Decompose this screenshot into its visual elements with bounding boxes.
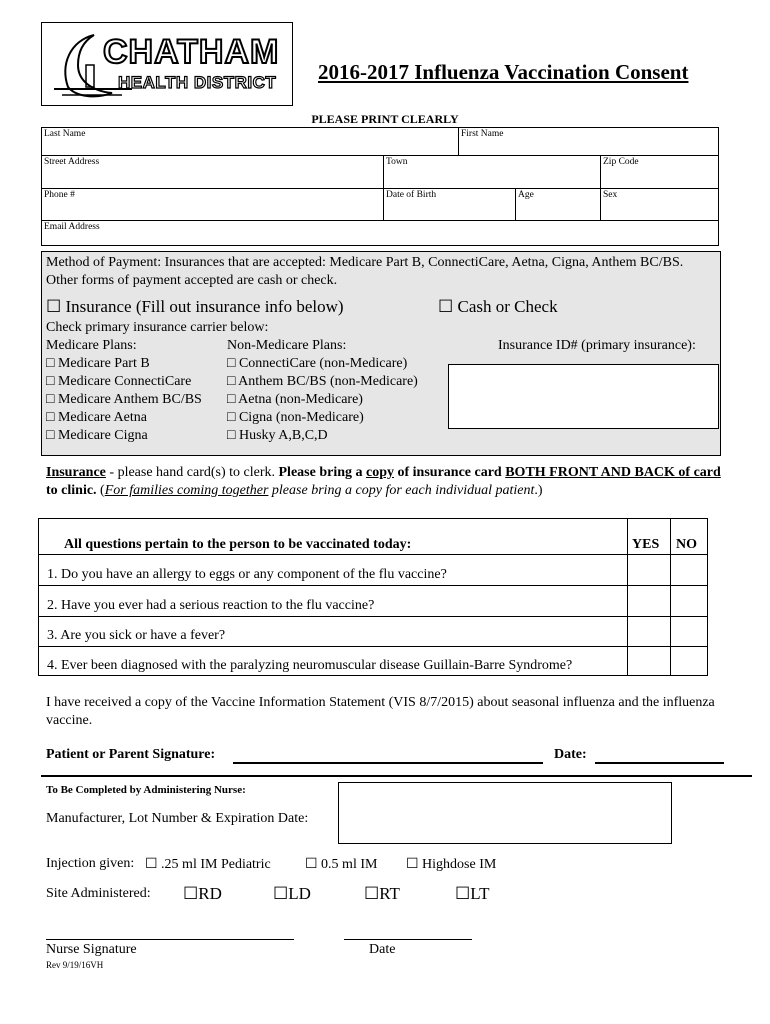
town-label: Town — [386, 157, 408, 167]
signature-line[interactable] — [233, 762, 543, 764]
phone-field[interactable] — [41, 188, 384, 221]
zip-code-label: Zip Code — [603, 157, 639, 167]
first-name-label: First Name — [461, 129, 504, 139]
first-name-field[interactable] — [458, 127, 719, 156]
street-address-label: Street Address — [44, 157, 100, 167]
age-field[interactable] — [515, 188, 601, 221]
email-field[interactable] — [41, 220, 719, 246]
q4-yes-cell[interactable] — [627, 646, 670, 675]
medicare-option[interactable]: □ Medicare Aetna — [46, 410, 147, 425]
site-option-rd[interactable]: ☐RD — [183, 884, 222, 903]
site-option-rt[interactable]: ☐RT — [364, 884, 400, 903]
sex-label: Sex — [603, 190, 618, 200]
medicare-plans-header: Medicare Plans: — [46, 338, 137, 353]
medicare-option[interactable]: □ Medicare ConnectiCare — [46, 374, 192, 389]
non-medicare-option[interactable]: □ Husky A,B,C,D — [227, 428, 328, 443]
dob-field[interactable] — [383, 188, 516, 221]
insurance-id-input[interactable] — [448, 364, 719, 429]
non-medicare-plans-header: Non-Medicare Plans: — [227, 338, 347, 353]
medicare-option[interactable]: □ Medicare Cigna — [46, 428, 148, 443]
insurance-note-part: copy — [366, 465, 394, 480]
nurse-section-header: To Be Completed by Administering Nurse: — [46, 784, 246, 796]
insurance-option[interactable]: ☐ Insurance (Fill out insurance info below) — [46, 297, 344, 316]
site-option-lt[interactable]: ☐LT — [455, 884, 490, 903]
manufacturer-label: Manufacturer, Lot Number & Expiration Date: — [46, 811, 309, 826]
zip-code-field[interactable] — [600, 155, 719, 189]
dob-label: Date of Birth — [386, 190, 437, 200]
insurance-note-part: of insurance card — [394, 465, 506, 480]
q1-yes-cell[interactable] — [627, 554, 670, 584]
section-divider — [41, 775, 752, 777]
insurance-note-part: Please bring a — [278, 465, 366, 480]
nurse-signature-label: Nurse Signature — [46, 942, 137, 957]
cash-check-option[interactable]: ☐ Cash or Check — [438, 297, 558, 316]
revision-note: Rev 9/19/16VH — [46, 960, 104, 970]
manufacturer-input[interactable] — [338, 782, 672, 844]
medicare-option[interactable]: □ Medicare Anthem BC/BS — [46, 392, 202, 407]
question-1: 1. Do you have an allergy to eggs or any component of the flu vaccine? — [47, 567, 447, 582]
q2-yes-cell[interactable] — [627, 585, 670, 615]
nurse-date-line[interactable] — [344, 939, 472, 940]
questions-header: All questions pertain to the person to be vaccinated today: — [64, 537, 412, 552]
site-label: Site Administered: — [46, 886, 151, 901]
page-title: 2016-2017 Influenza Vaccination Consent — [318, 60, 689, 84]
injection-option-standard[interactable]: ☐ 0.5 ml IM — [305, 857, 378, 872]
injection-option-highdose[interactable]: ☐ Highdose IM — [406, 857, 497, 872]
insurance-note — [46, 464, 726, 500]
logo-name: CHATHAM — [103, 33, 280, 71]
insurance-note-part: please bring a copy for each individual patient — [268, 483, 535, 498]
q4-no-cell[interactable] — [670, 646, 707, 675]
injection-label: Injection given: — [46, 856, 135, 871]
town-field[interactable] — [383, 155, 601, 189]
non-medicare-option[interactable]: □ Aetna (non-Medicare) — [227, 392, 363, 407]
check-primary-text: Check primary insurance carrier below: — [46, 320, 269, 335]
signature-date-label: Date: — [554, 747, 587, 762]
yes-column-header: YES — [632, 537, 660, 552]
injection-option-pediatric[interactable]: ☐ .25 ml IM Pediatric — [145, 857, 271, 872]
insurance-note-part: to clinic. — [46, 483, 97, 498]
sex-field[interactable] — [600, 188, 719, 221]
insurance-note-part: .) — [534, 483, 543, 498]
print-clearly-note: PLEASE PRINT CLEARLY — [311, 112, 459, 126]
q3-no-cell[interactable] — [670, 616, 707, 645]
non-medicare-option[interactable]: □ Anthem BC/BS (non-Medicare) — [227, 374, 418, 389]
logo-subtitle: HEALTH DISTRICT — [118, 73, 277, 92]
vis-statement: I have received a copy of the Vaccine Information Statement (VIS 8/7/2015) about seasonal influenza and the influenza vaccine. — [46, 695, 715, 728]
email-label: Email Address — [44, 222, 100, 232]
signature-date-line[interactable] — [595, 762, 724, 764]
medicare-option[interactable]: □ Medicare Part B — [46, 356, 150, 371]
non-medicare-option[interactable]: □ Cigna (non-Medicare) — [227, 410, 364, 425]
last-name-label: Last Name — [44, 129, 86, 139]
last-name-field[interactable] — [41, 127, 459, 156]
insurance-id-label: Insurance ID# (primary insurance): — [498, 338, 696, 353]
age-label: Age — [518, 190, 534, 200]
insurance-note-part: BOTH FRONT AND BACK of card — [505, 465, 721, 480]
phone-label: Phone # — [44, 190, 75, 200]
question-2: 2. Have you ever had a serious reaction to the flu vaccine? — [47, 598, 375, 613]
non-medicare-option[interactable]: □ ConnectiCare (non-Medicare) — [227, 356, 408, 371]
q3-yes-cell[interactable] — [627, 616, 670, 645]
question-3: 3. Are you sick or have a fever? — [47, 628, 226, 643]
site-option-ld[interactable]: ☐LD — [273, 884, 311, 903]
payment-method-text: Method of Payment: Insurances that are accepted: Medicare Part B, ConnectiCare, Aetna, Cigna, Anthem BC/BS. Other forms of payment accepted are cash or check. — [46, 255, 684, 288]
no-column-header: NO — [676, 537, 697, 552]
insurance-note-part: - please hand card(s) to clerk. — [105, 465, 279, 480]
nurse-date-label: Date — [369, 942, 396, 957]
street-address-field[interactable] — [41, 155, 384, 189]
q2-no-cell[interactable] — [670, 585, 707, 615]
nurse-signature-line[interactable] — [46, 939, 294, 940]
insurance-note-part: Insurance — [46, 465, 106, 480]
q1-no-cell[interactable] — [670, 554, 707, 584]
signature-label: Patient or Parent Signature: — [46, 747, 216, 762]
insurance-note-part: For families coming together — [104, 483, 269, 498]
question-4: 4. Ever been diagnosed with the paralyzing neuromuscular disease Guillain-Barre Syndrome? — [47, 658, 573, 673]
insurance-note-part: ( — [96, 483, 105, 498]
